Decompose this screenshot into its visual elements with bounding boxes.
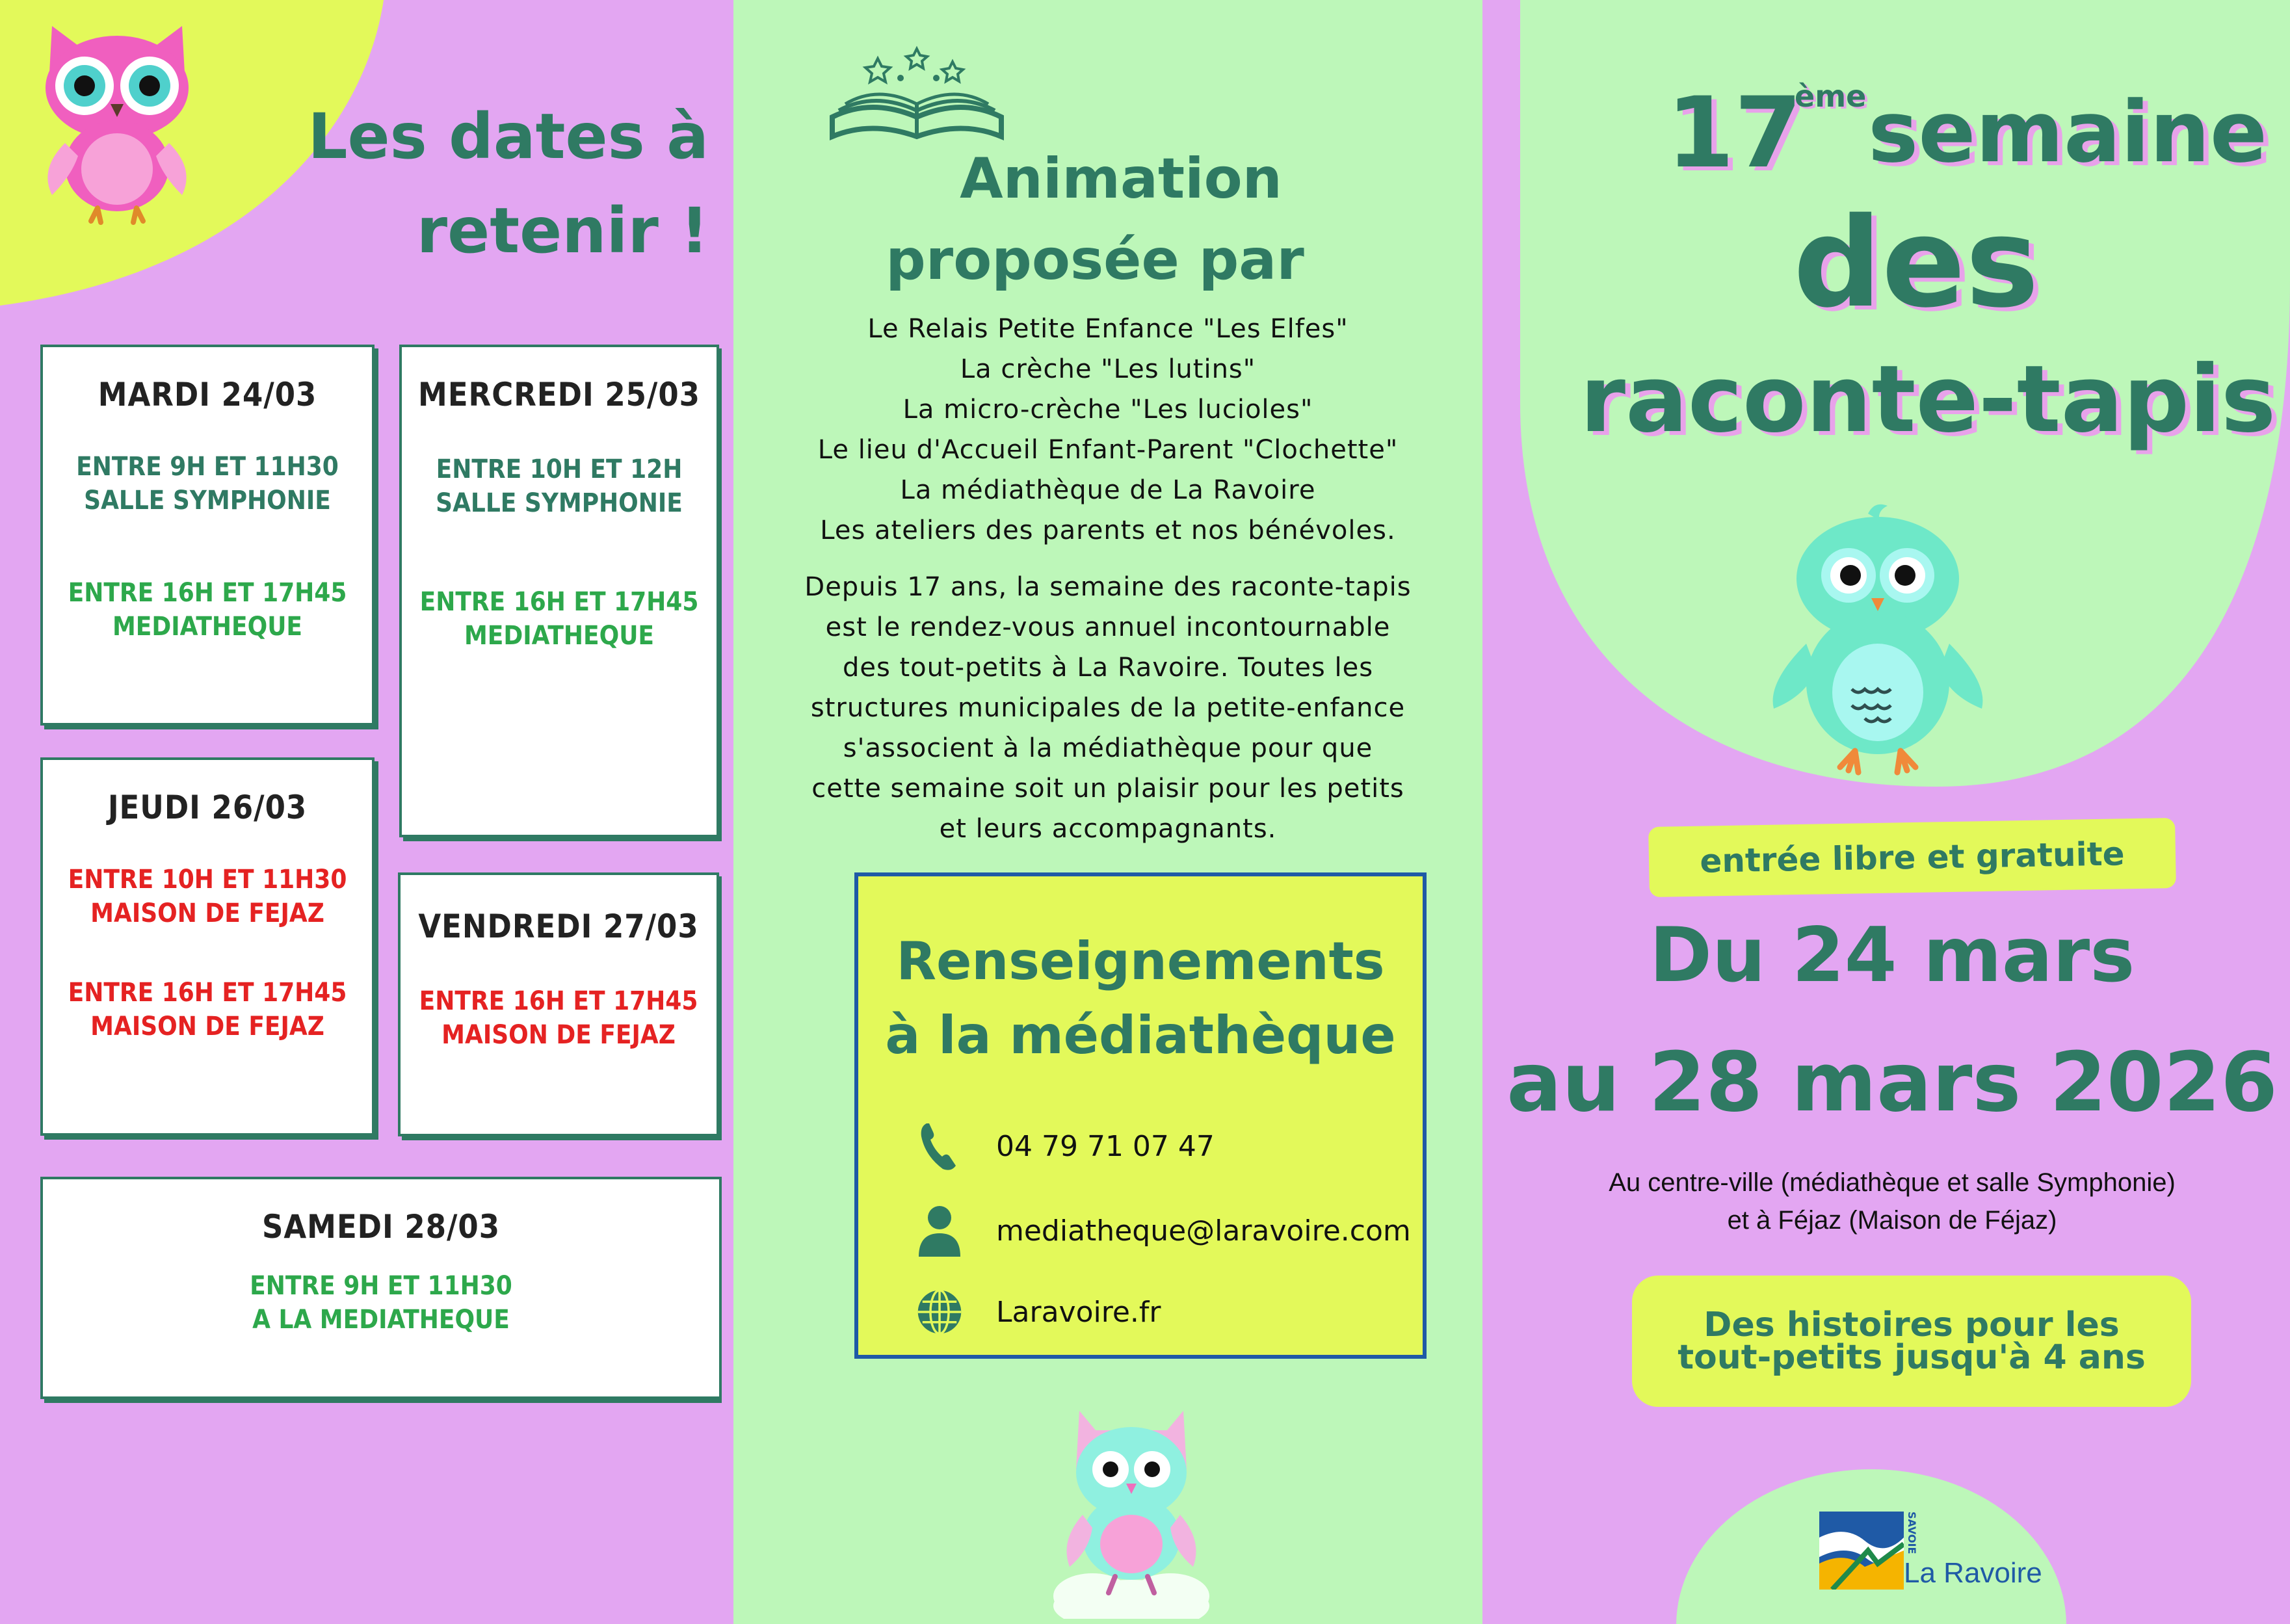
description-line: Depuis 17 ans, la semaine des raconte-tapis bbox=[804, 572, 1412, 602]
slot-place: MAISON DE FEJAZ bbox=[441, 1020, 676, 1050]
logo-mark-icon bbox=[1819, 1512, 1904, 1590]
slot-place: A LA MEDIATHEQUE bbox=[252, 1305, 510, 1335]
title-des: des bbox=[1793, 191, 2039, 335]
date-range-line2: au 28 mars 2026 bbox=[1507, 1034, 2278, 1130]
phone-row bbox=[917, 1117, 1215, 1175]
slot-place: SALLE SYMPHONIE bbox=[436, 488, 683, 518]
title-semaine: semaine bbox=[1868, 83, 2268, 181]
animation-title-line1: Animation bbox=[960, 146, 1282, 211]
day-label: MARDI 24/03 bbox=[98, 376, 317, 413]
date-card-thursday bbox=[40, 757, 375, 1136]
slot-place: SALLE SYMPHONIE bbox=[84, 486, 331, 516]
partner-item: La crèche "Les lutins" bbox=[960, 354, 1256, 384]
email-row bbox=[917, 1201, 1411, 1260]
date-card-saturday bbox=[40, 1177, 722, 1399]
slot-time: ENTRE 16H ET 17H45 bbox=[68, 578, 347, 608]
dates-panel bbox=[0, 0, 722, 1624]
date-card-wednesday bbox=[399, 345, 719, 837]
user-icon bbox=[917, 1205, 962, 1257]
day-label: SAMEDI 28/03 bbox=[261, 1208, 501, 1246]
slot-time: ENTRE 10H ET 12H bbox=[436, 454, 683, 484]
slot-time: ENTRE 16H ET 17H45 bbox=[68, 978, 347, 1008]
slot-time: ENTRE 9H ET 11H30 bbox=[250, 1271, 512, 1301]
partner-item: Le Relais Petite Enfance "Les Elfes" bbox=[867, 314, 1349, 344]
location-text bbox=[1494, 1164, 2290, 1239]
website-row bbox=[917, 1283, 1161, 1341]
description-line: structures municipales de la petite-enfance bbox=[810, 693, 1406, 723]
slot-time: ENTRE 16H ET 17H45 bbox=[419, 587, 699, 617]
location-line: Au centre-ville (médiathèque et salle Symphonie) bbox=[1609, 1168, 2176, 1197]
free-entry-badge: entrée libre et gratuite bbox=[1648, 818, 2176, 897]
slot-place: MAISON DE FEJAZ bbox=[90, 1012, 324, 1041]
audience-line: Des histoires pour les bbox=[1704, 1305, 2120, 1344]
email-link[interactable]: mediatheque@laravoire.com bbox=[996, 1214, 1411, 1248]
teal-owl-icon bbox=[1767, 494, 1988, 787]
slot-place: MEDIATHEQUE bbox=[112, 612, 303, 642]
slot-time: ENTRE 10H ET 11H30 bbox=[68, 865, 347, 895]
contact-title-line2: à la médiathèque bbox=[885, 1005, 1396, 1066]
slot-time: ENTRE 9H ET 11H30 bbox=[76, 452, 339, 482]
small-owl-icon bbox=[1034, 1398, 1229, 1619]
partner-item: La médiathèque de La Ravoire bbox=[900, 475, 1316, 505]
dates-title-line2: retenir ! bbox=[416, 194, 709, 267]
description-line: des tout-petits à La Ravoire. Toutes les bbox=[842, 653, 1374, 683]
slot-time: ENTRE 16H ET 17H45 bbox=[419, 986, 698, 1016]
description-text bbox=[767, 567, 1449, 849]
globe-icon bbox=[917, 1286, 962, 1338]
logo-text: La Ravoire bbox=[1904, 1557, 2042, 1589]
day-label: VENDREDI 27/03 bbox=[418, 908, 699, 945]
website-link[interactable]: Laravoire.fr bbox=[996, 1295, 1161, 1329]
title-raconte-tapis: raconte-tapis bbox=[1580, 346, 2276, 453]
about-panel bbox=[722, 0, 1494, 1624]
la-ravoire-logo bbox=[1819, 1512, 2042, 1609]
partner-item: Le lieu d'Accueil Enfant-Parent "Clochette" bbox=[817, 435, 1399, 465]
description-line: cette semaine soit un plaisir pour les petits bbox=[811, 774, 1404, 804]
pink-owl-icon bbox=[33, 13, 202, 228]
slot-place: MEDIATHEQUE bbox=[464, 621, 655, 651]
phone-icon bbox=[917, 1120, 962, 1172]
dates-title-line1: Les dates à bbox=[308, 100, 709, 173]
date-card-tuesday bbox=[40, 345, 375, 726]
description-line: s'associent à la médiathèque pour que bbox=[843, 733, 1373, 763]
animation-title-line2: proposée par bbox=[886, 228, 1304, 293]
audience-badge bbox=[1632, 1276, 2191, 1407]
phone-number[interactable]: 04 79 71 07 47 bbox=[996, 1129, 1215, 1163]
title-superscript: ème bbox=[1795, 79, 1867, 114]
partners-list bbox=[767, 309, 1449, 551]
slot-place: MAISON DE FEJAZ bbox=[90, 898, 324, 928]
day-label: MERCREDI 25/03 bbox=[418, 376, 700, 413]
audience-line: tout-petits jusqu'à 4 ans bbox=[1678, 1338, 2146, 1377]
contact-box bbox=[854, 872, 1427, 1359]
open-book-icon bbox=[819, 39, 1014, 150]
contact-title-line1: Renseignements bbox=[896, 931, 1385, 991]
location-line: et à Féjaz (Maison de Féjaz) bbox=[1727, 1206, 2057, 1235]
day-label: JEUDI 26/03 bbox=[107, 789, 308, 826]
logo-vertical-text: SAVOIE bbox=[1906, 1512, 1918, 1554]
cover-panel bbox=[1494, 0, 2290, 1624]
partner-item: Les ateliers des parents et nos bénévoles. bbox=[820, 516, 1396, 545]
partner-item: La micro-crèche "Les lucioles" bbox=[902, 395, 1313, 425]
date-range-line1: Du 24 mars bbox=[1649, 911, 2135, 999]
description-line: est le rendez-vous annuel incontournable bbox=[825, 612, 1391, 642]
title-number: 17 bbox=[1666, 77, 1802, 190]
description-line: et leurs accompagnants. bbox=[939, 814, 1277, 844]
date-card-friday bbox=[398, 872, 719, 1136]
